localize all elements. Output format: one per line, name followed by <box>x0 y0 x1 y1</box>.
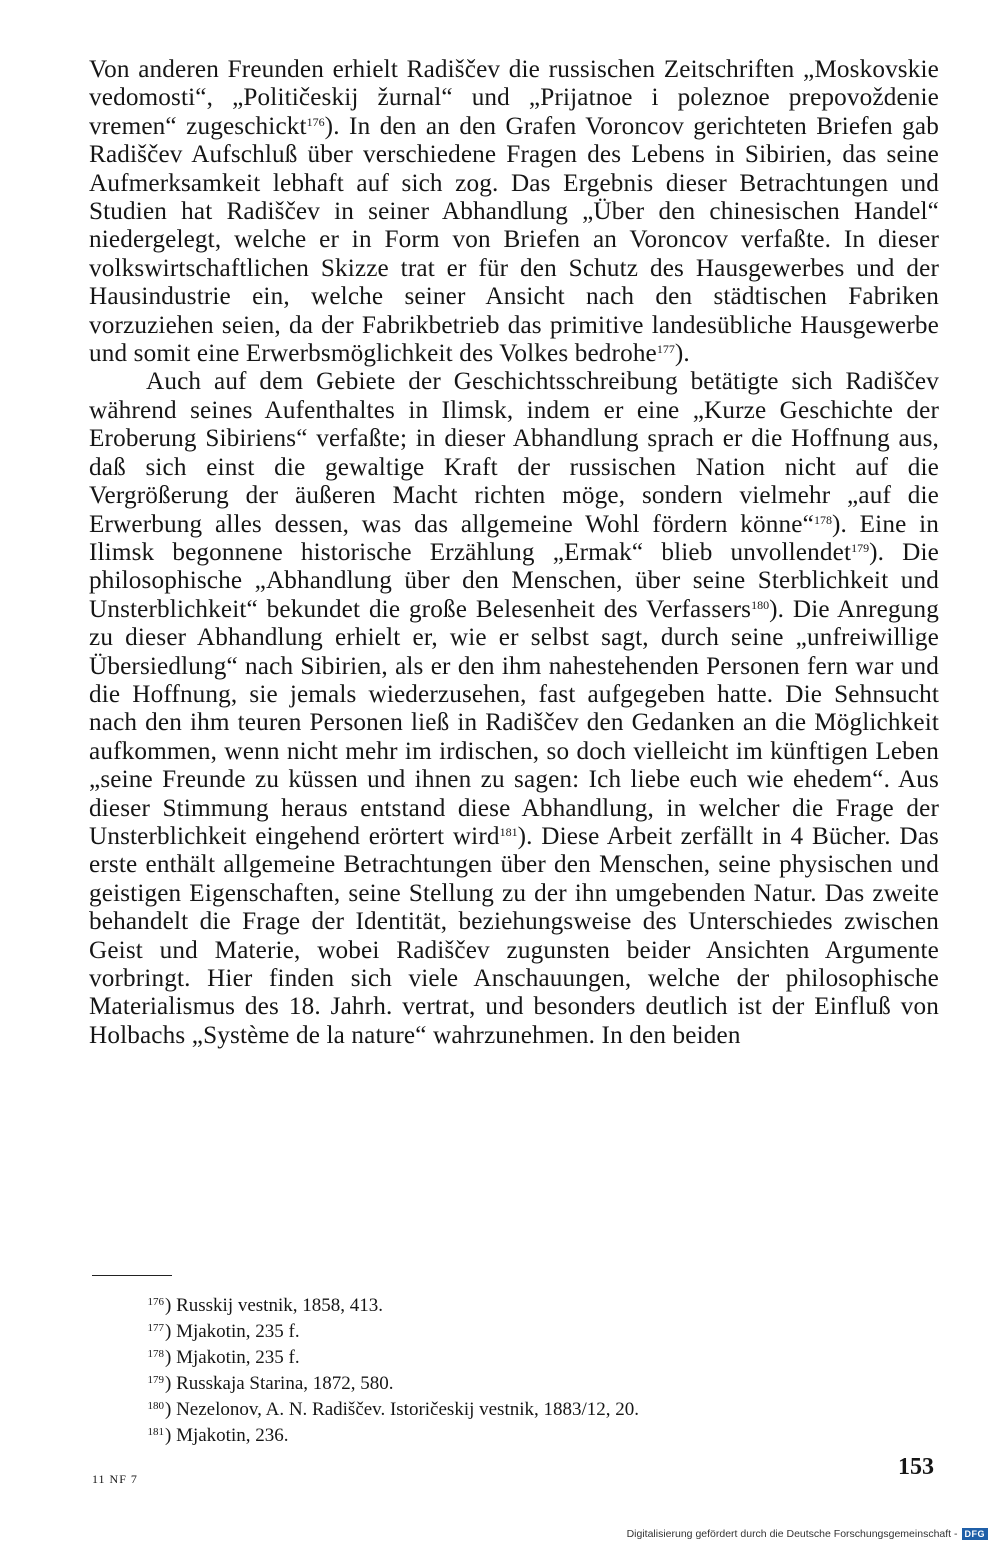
footnote-ref[interactable]: 180 <box>751 597 770 612</box>
footnote <box>142 1395 942 1421</box>
footnote-text: ) Nezelonov, A. N. Radiščev. Istoričeskij vestnik, 1883/12, 20. <box>165 1399 640 1420</box>
printer-signature: 11 NF 7 <box>92 1472 138 1486</box>
footnote-text: ) Mjakotin, 235 f. <box>165 1321 300 1342</box>
text-run: ). In den an den Grafen Voroncov gerichteten Briefen gab Radiščev Aufschluß über verschiedene Fragen des Lebens in Sibirien, das seine Aufmerksamkeit lebhaft auf sich zog. Das Ergebnis dieser Betrachtungen und Studien hat Radiščev in seiner Abhandlung „Über den chinesischen Handel“ niedergelegt, welche er in Form von Briefen an Voroncov verfaßte. In dieser volkswirtschaftlichen Skizze trat er für den Schutz des Hausgewerbes und der Hausindustrie ein, welche seiner Ansicht nach den städtischen Fabriken vorzuziehen seien, da der Fabrikbetrieb das primitive landesübliche Hausgewerbe und somit eine Erwerbsmöglichkeit des Volkes bedrohe <box>89 112 939 368</box>
digitization-credit <box>627 1528 988 1540</box>
footnote-text: ) Russkij vestnik, 1858, 413. <box>165 1295 383 1316</box>
footnote <box>142 1343 942 1369</box>
text-run: ). <box>674 340 690 368</box>
footnote-number: 178 <box>147 1348 164 1360</box>
footnote <box>142 1317 942 1343</box>
text-run: Von anderen Freunden erhielt Radiščev die russischen Zeitschriften „Moskovskie vedomosti“, „Političeskij žurnal“ und „Prijatnoe i poleznoe prepovoždenie vremen“ zugeschickt <box>89 56 939 140</box>
text-run: ). Eine in Ilimsk begonnene historische Erzählung „Ermak“ blieb unvollendet <box>89 510 940 566</box>
footnote-ref[interactable]: 178 <box>813 512 832 527</box>
text-run: ). Die philosophische „Abhandlung über den Menschen, über seine Sterblichkeit und Unsterblichkeit“ bekundet die große Belesenheit des Verfassers <box>89 538 939 623</box>
paragraph <box>89 56 939 368</box>
footnote-ref[interactable]: 181 <box>499 824 518 839</box>
footnote-text: ) Mjakotin, 236. <box>165 1425 289 1446</box>
footnote-ref[interactable]: 179 <box>851 540 870 555</box>
text-run: ). Die Anregung zu dieser Abhandlung erhielt er, wie er selbst sagt, durch seine „unfreiwillige Übersiedlung“ nach Sibirien, als er den ihm nahestehenden Personen fern war und die Hoffnung, sie jemals wiederzusehen, fast aufgegeben hatte. Die Sehnsucht nach den ihm teuren Personen ließ in Radiščev den Gedanken an die Möglichkeit aufkommen, wenn nicht mehr im irdischen, so doch vielleicht im künftigen Leben „seine Freunde zu küssen und ihnen zu sagen: Ich liebe euch wie ehedem“. Aus dieser Stimmung heraus entstand diese Abhandlung, in welcher die Frage der Unsterblichkeit eingehend erörtert wird <box>89 595 939 850</box>
footnote-text: ) Russkaja Starina, 1872, 580. <box>165 1373 394 1394</box>
text-run: Auch auf dem Gebiete der Geschichtsschreibung betätigte sich Radiščev während seines Aufenthaltes in Ilimsk, indem er eine „Kurze Geschichte der Eroberung Sibiriens“ verfaßte; in dieser Abhandlung sprach er die Hoffnung aus, daß sich einst die gewaltige Kraft der russischen Nation nicht auf die Vergrößerung der äußeren Macht richten möge, sondern vielmehr „auf die Erwerbung alles dessen, was das allgemeine Wohl fördern könne“ <box>89 368 939 538</box>
footnote-number: 180 <box>147 1400 164 1412</box>
footnote-separator <box>92 1275 172 1276</box>
text-run: ). Diese Arbeit zerfällt in 4 Bücher. Das erste enthält allgemeine Betrachtungen über den Menschen, seine physischen und geistigen Eigenschaften, seine Stellung zu der ihn umgebenden Natur. Das zweite behandelt die Frage der Identität, beziehungsweise des Unterschiedes zwischen Geist und Materie, wobei Radiščev zugunsten beider Ansichten Argumente vorbringt. Hier finden sich viele Anschauungen, welche der philosophische Materialismus des 18. Jahrh. vertrat, und besonders deutlich ist der Einfluß von Holbachs „Système de la nature“ wahrzunehmen. In den beiden <box>89 822 939 1049</box>
footnote-ref[interactable]: 176 <box>306 114 325 129</box>
footnote-ref[interactable]: 177 <box>656 342 675 357</box>
page-number: 153 <box>898 1454 934 1480</box>
footnote-list <box>142 1291 942 1447</box>
footnote-number: 181 <box>147 1426 164 1438</box>
dfg-logo-icon: DFG <box>962 1528 989 1540</box>
footnote <box>142 1291 942 1317</box>
footnote-number: 179 <box>147 1374 164 1386</box>
footnote <box>142 1369 942 1395</box>
paragraph <box>89 368 939 1050</box>
footnote-text: ) Mjakotin, 235 f. <box>165 1347 300 1368</box>
footnote-number: 176 <box>147 1296 164 1308</box>
body-text <box>89 56 939 1050</box>
footnote <box>142 1421 942 1447</box>
footnote-number: 177 <box>147 1322 164 1334</box>
credit-text: Digitalisierung gefördert durch die Deutsche Forschungsgemeinschaft - <box>626 1528 958 1540</box>
